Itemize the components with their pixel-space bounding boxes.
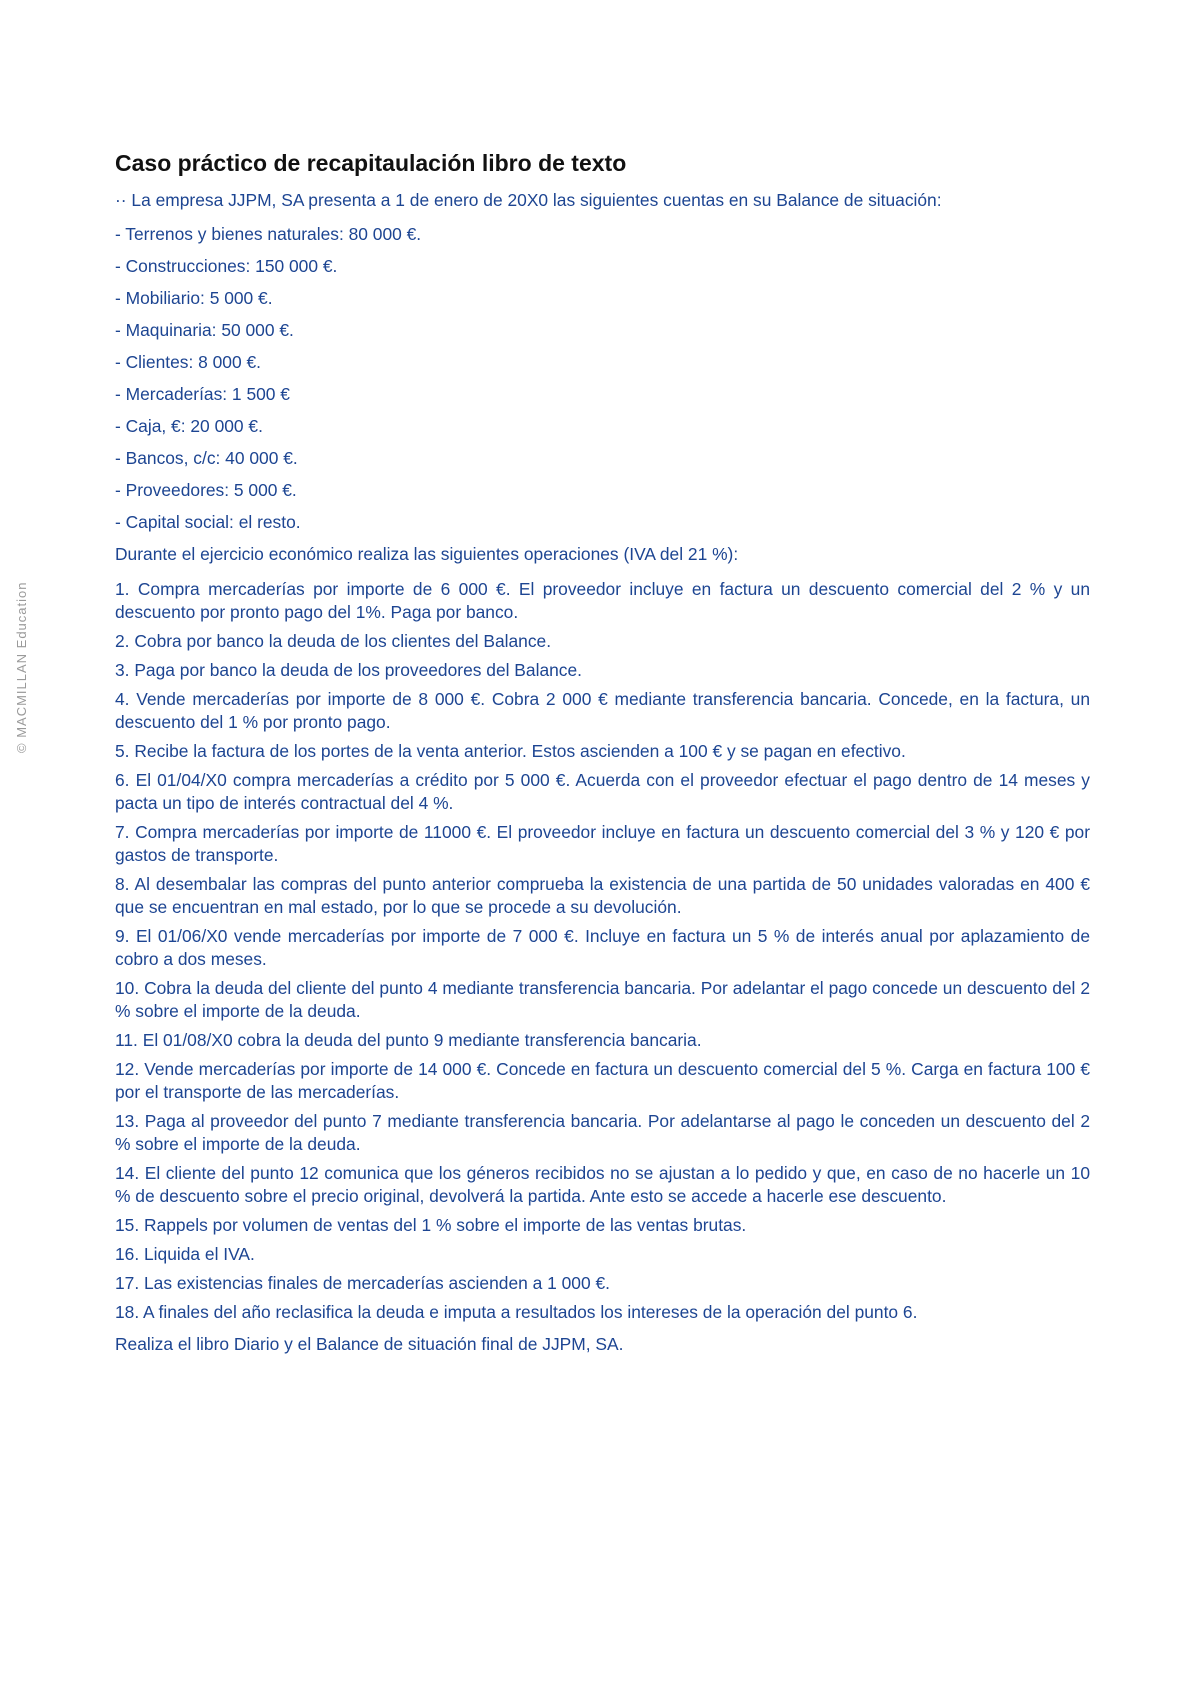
list-item: 2. Cobra por banco la deuda de los clientes del Balance. [115,631,552,651]
closing-instruction: Realiza el libro Diario y el Balance de situación final de JJPM, SA. [115,1334,624,1354]
list-item: - Bancos, c/c: 40 000 €. [115,448,298,468]
list-item: 17. Las existencias finales de mercaderías ascienden a 1 000 €. [115,1273,610,1293]
operations-lead: Durante el ejercicio económico realiza las siguientes operaciones (IVA del 21 %): [115,544,739,564]
list-item: - Mobiliario: 5 000 €. [115,288,273,308]
list-item: 12. Vende mercaderías por importe de 14 000 €. Concede en factura un descuento comercial del 5 %. Carga en factura 100 € por el transporte de las mercaderías. [115,1059,1090,1102]
list-item: 1. Compra mercaderías por importe de 6 000 €. El proveedor incluye en factura un descuento comercial del 2 % y un descuento por pronto pago del 1%. Paga por banco. [115,579,1090,622]
list-item: 11. El 01/08/X0 cobra la deuda del punto 9 mediante transferencia bancaria. [115,1030,702,1050]
page-title: Caso práctico de recapitaulación libro de texto [115,150,627,176]
list-item: 8. Al desembalar las compras del punto anterior comprueba la existencia de una partida de 50 unidades valoradas en 400 € que se encuentran en mal estado, por lo que se procede a su devolución. [115,874,1090,917]
list-item: - Construcciones: 150 000 €. [115,256,338,276]
list-item: 10. Cobra la deuda del cliente del punto 4 mediante transferencia bancaria. Por adelantar el pago concede un descuento del 2 % sobre el importe de la deuda. [115,978,1090,1021]
list-item: 3. Paga por banco la deuda de los proveedores del Balance. [115,660,582,680]
list-item: - Caja, €: 20 000 €. [115,416,263,436]
list-item: - Maquinaria: 50 000 €. [115,320,294,340]
list-item: 4. Vende mercaderías por importe de 8 000 €. Cobra 2 000 € mediante transferencia bancaria. Concede, en la factura, un descuento del 1 % por pronto pago. [115,689,1090,732]
list-item: - Clientes: 8 000 €. [115,352,261,372]
list-item: 7. Compra mercaderías por importe de 11000 €. El proveedor incluye en factura un descuento comercial del 3 % y 120 € por gastos de transporte. [115,822,1090,865]
list-item: 14. El cliente del punto 12 comunica que los géneros recibidos no se ajustan a lo pedido y que, en caso de no hacerle un 10 % de descuento sobre el precio original, devolverá la partida. Ante esto se accede a hacerle ese descuento. [115,1163,1090,1206]
intro-paragraph: ·· La empresa JJPM, SA presenta a 1 de enero de 20X0 las siguientes cuentas en su Balance de situación: [115,190,942,210]
list-item: - Terrenos y bienes naturales: 80 000 €. [115,224,422,244]
operations-list [115,578,1090,1324]
list-item: - Capital social: el resto. [115,512,301,532]
balance-accounts-list [115,222,1090,534]
list-item: 9. El 01/06/X0 vende mercaderías por importe de 7 000 €. Incluye en factura un 5 % de interés anual por aplazamiento de cobro a dos meses. [115,926,1090,969]
list-item: 6. El 01/04/X0 compra mercaderías a crédito por 5 000 €. Acuerda con el proveedor efectuar el pago dentro de 14 meses y pacta un tipo de interés contractual del 4 %. [115,770,1090,813]
publisher-credit: © MACMILLAN Education [14,581,29,753]
list-item: - Proveedores: 5 000 €. [115,480,297,500]
list-item: 16. Liquida el IVA. [115,1244,255,1264]
list-item: 18. A finales del año reclasifica la deuda e imputa a resultados los intereses de la operación del punto 6. [115,1302,918,1322]
list-item: - Mercaderías: 1 500 € [115,384,290,404]
list-item: 13. Paga al proveedor del punto 7 mediante transferencia bancaria. Por adelantarse al pago le conceden un descuento del 2 % sobre el importe de la deuda. [115,1111,1090,1154]
list-item: 15. Rappels por volumen de ventas del 1 % sobre el importe de las ventas brutas. [115,1215,747,1235]
document-body [115,148,1090,1356]
list-item: 5. Recibe la factura de los portes de la venta anterior. Estos ascienden a 100 € y se pagan en efectivo. [115,741,906,761]
